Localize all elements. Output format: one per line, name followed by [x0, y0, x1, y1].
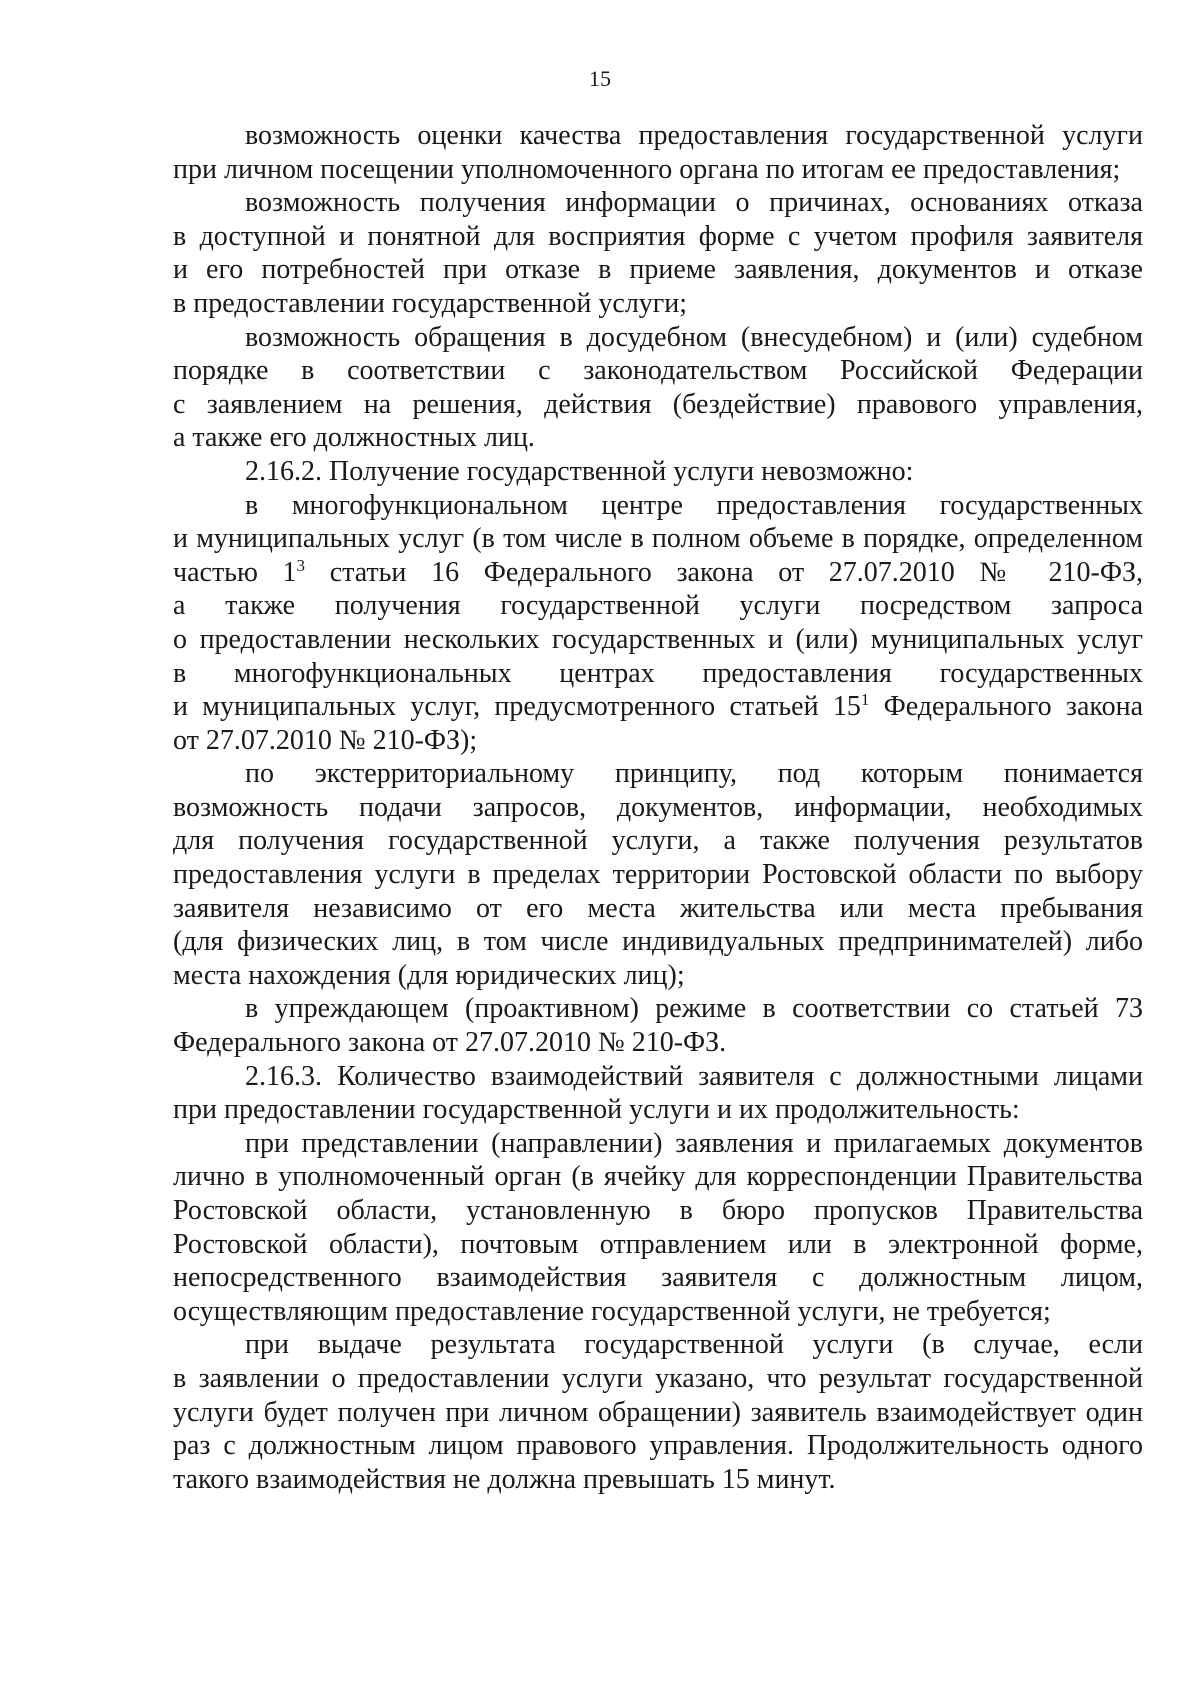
text-line — [173, 1261, 1143, 1295]
text-line-content: 2.16.3. Количество взаимодействий заявителя с должностными лицами — [245, 1060, 1143, 1092]
text-line — [173, 119, 1143, 153]
text-line — [173, 724, 1143, 758]
text-line-content: заявителя независимо от его места жительства или места пребывания — [173, 892, 1143, 924]
text-line-content: и муниципальных услуг (в том числе в полном объеме в порядке, определенном — [173, 523, 1143, 555]
text-line-content: Ростовской области, установленную в бюро пропусков Правительства — [173, 1195, 1143, 1226]
text-line — [173, 253, 1143, 287]
text-line — [173, 522, 1143, 556]
text-line-content: в заявлении о предоставлении услуги указано, что результат государственной — [173, 1362, 1143, 1394]
text-line-content: в упреждающем (проактивном) режиме в соответствии со статьей 73 — [245, 993, 1143, 1025]
text-line-content: возможность обращения в досудебном (внесудебном) и (или) судебном — [245, 321, 1143, 353]
text-line-content: возможность подачи запросов, документов, информации, необходимых — [173, 791, 1143, 823]
text-line-content: а также его должностных лиц. — [173, 422, 535, 454]
text-line-continuation: статьи 16 Федерального закона от 27.07.2010 № 210-ФЗ, — [305, 556, 1143, 588]
text-line — [173, 858, 1143, 892]
text-line — [173, 321, 1143, 355]
text-line-content: 2.16.2. Получение государственной услуги невозможно: — [245, 455, 914, 487]
text-line — [173, 791, 1143, 825]
text-line — [173, 1463, 1143, 1497]
text-line — [173, 690, 1143, 724]
text-line — [173, 421, 1143, 455]
text-line-content: и его потребностей при отказе в приеме заявления, документов и отказе — [173, 254, 1143, 286]
text-line-content: при представлении (направлении) заявления и прилагаемых документов — [245, 1127, 1143, 1159]
text-line — [173, 1228, 1143, 1262]
text-line-content: при личном посещении уполномоченного органа по итогам ее предоставления; — [173, 153, 1121, 185]
text-line — [173, 1093, 1143, 1127]
text-line-content: в многофункциональных центрах предоставления государственных — [173, 657, 1143, 689]
text-line — [173, 1160, 1143, 1194]
text-line — [173, 1396, 1143, 1430]
text-line — [173, 623, 1143, 657]
text-line-content: осуществляющим предоставление государственной услуги, не требуется; — [173, 1295, 1051, 1327]
text-line — [173, 287, 1143, 321]
text-line — [173, 892, 1143, 926]
text-line — [173, 1060, 1143, 1094]
text-line — [173, 1362, 1143, 1396]
text-line-content: в доступной и понятной для восприятия форме с учетом профиля заявителя — [173, 220, 1143, 252]
text-line-content: и муниципальных услуг, предусмотренного статьей 15 — [173, 691, 861, 723]
text-line — [173, 757, 1143, 791]
text-line-content: от 27.07.2010 № 210-ФЗ); — [173, 724, 478, 756]
text-line — [173, 657, 1143, 691]
text-line-content: в предоставлении государственной услуги; — [173, 287, 688, 319]
text-line — [173, 489, 1143, 523]
text-line — [173, 153, 1143, 187]
text-line-content: при предоставлении государственной услуги и их продолжительность: — [173, 1094, 1020, 1126]
text-line-content: при выдаче результата государственной услуги (в случае, если — [245, 1329, 1143, 1361]
text-line-content: в многофункциональном центре предоставления государственных — [245, 489, 1143, 521]
text-line — [173, 959, 1143, 993]
text-line-content: возможность получения информации о причинах, основаниях отказа — [245, 187, 1143, 219]
text-line-content: Ростовской области), почтовым отправлением или в электронной форме, — [173, 1228, 1143, 1260]
text-line-content: непосредственного взаимодействия заявителя с должностным лицом, — [173, 1262, 1143, 1294]
text-line — [173, 556, 1143, 590]
text-line — [173, 1127, 1143, 1161]
text-line — [173, 1429, 1143, 1463]
page-number: 15 — [589, 66, 611, 91]
text-line — [173, 589, 1143, 623]
text-line — [173, 824, 1143, 858]
superscript: 1 — [860, 690, 870, 710]
text-line — [173, 992, 1143, 1026]
text-line — [173, 186, 1143, 220]
text-line-content: о предоставлении нескольких государственных и (или) муниципальных услуг — [173, 623, 1143, 655]
text-line — [173, 220, 1143, 254]
text-line — [173, 1295, 1143, 1329]
document-body — [173, 119, 1143, 1496]
text-line-content: такого взаимодействия не должна превышать 15 минут. — [173, 1463, 836, 1495]
text-line — [173, 925, 1143, 959]
text-line-content: лично в уполномоченный орган (в ячейку для корреспонденции Правительства — [173, 1161, 1143, 1193]
text-line-content: (для физических лиц, в том числе индивидуальных предпринимателей) либо — [173, 926, 1143, 958]
text-line — [173, 354, 1143, 388]
text-line-continuation: Федерального закона — [869, 691, 1143, 723]
text-line-content: места нахождения (для юридических лиц); — [173, 959, 685, 991]
text-line-content: с заявлением на решения, действия (бездействие) правового управления, — [173, 388, 1143, 420]
superscript: 3 — [296, 555, 306, 575]
text-line-content: для получения государственной услуги, а также получения результатов — [173, 825, 1143, 857]
text-line-content: а также получения государственной услуги посредством запроса — [173, 590, 1143, 622]
text-line-content: услуги будет получен при личном обращении) заявитель взаимодействует один — [173, 1396, 1143, 1428]
text-line — [173, 455, 1143, 489]
text-line — [173, 388, 1143, 422]
text-line-content: предоставления услуги в пределах территории Ростовской области по выбору — [173, 859, 1143, 891]
text-line-content: раз с должностным лицом правового управления. Продолжительность одного — [173, 1430, 1143, 1462]
text-line-content: Федерального закона от 27.07.2010 № 210-ФЗ. — [173, 1027, 727, 1059]
text-line — [173, 1026, 1143, 1060]
text-line-content: возможность оценки качества предоставления государственной услуги — [245, 120, 1143, 151]
text-line-content: частью 1 — [173, 556, 297, 588]
text-line-content: порядке в соответствии с законодательством Российской Федерации — [173, 355, 1143, 387]
text-line — [173, 1194, 1143, 1228]
text-line-content: по экстерриториальному принципу, под которым понимается — [245, 758, 1143, 790]
text-line — [173, 1328, 1143, 1362]
